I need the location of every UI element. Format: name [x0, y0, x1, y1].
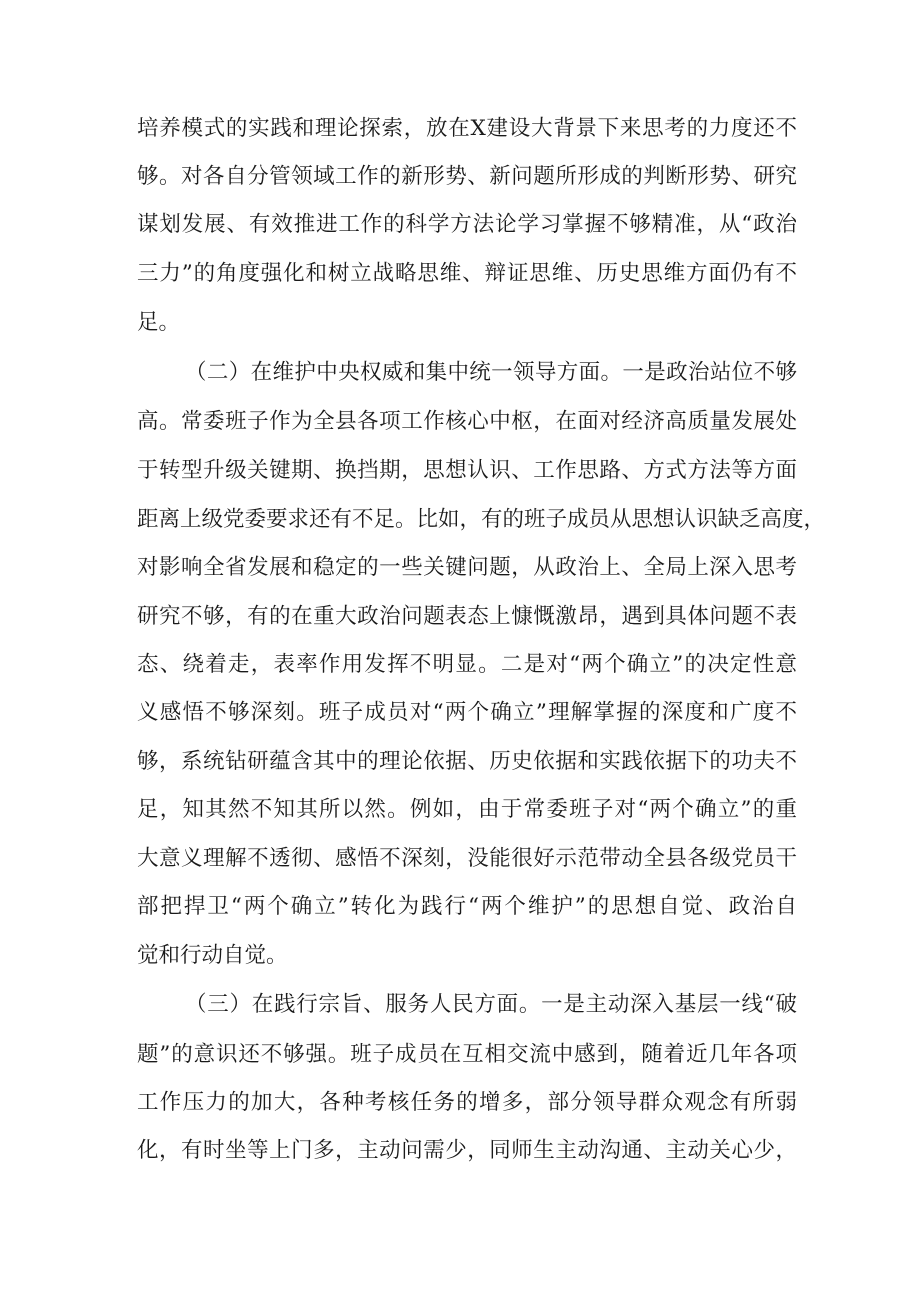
paragraph-3-line-2: 题”的意识还不够强。班子成员在互相交流中感到，随着近几年各项 [137, 1042, 797, 1067]
paragraph-2-line-1: （二）在维护中央权威和集中统一领导方面。一是政治站位不够 [185, 360, 797, 385]
paragraph-2-line-12: 部把捍卫“两个确立”转化为践行“两个维护”的思想自觉、政治自 [137, 894, 797, 919]
paragraph-3-line-1: （三）在践行宗旨、服务人民方面。一是主动深入基层一线“破 [185, 992, 797, 1017]
paragraph-2-line-4: 距离上级党委要求还有不足。比如，有的班子成员从思想认识缺乏高度， [137, 507, 826, 532]
paragraph-3-line-4: 化，有时坐等上门多，主动问需少，同师生主动沟通、主动关心少， [137, 1138, 797, 1163]
paragraph-2-line-13: 觉和行动自觉。 [137, 943, 288, 968]
paragraph-1-line-5: 足。 [137, 310, 181, 335]
paragraph-2-line-3: 于转型升级关键期、换挡期，思想认识、工作思路、方式方法等方面 [137, 458, 797, 483]
paragraph-3-line-3: 工作压力的加大，各种考核任务的增多，部分领导群众观念有所弱 [137, 1090, 797, 1115]
paragraph-2-line-9: 够，系统钻研蕴含其中的理论依据、历史依据和实践依据下的功夫不 [137, 749, 797, 774]
paragraph-1-line-4: 三力”的角度强化和树立战略思维、辩证思维、历史思维方面仍有不 [137, 261, 797, 286]
paragraph-1-line-1: 培养模式的实践和理论探索，放在X建设大背景下来思考的力度还不 [137, 116, 797, 141]
paragraph-2-line-2: 高。常委班子作为全县各项工作核心中枢，在面对经济高质量发展处 [137, 409, 797, 434]
paragraph-1-line-2: 够。对各自分管领域工作的新形势、新问题所形成的判断形势、研究 [137, 164, 797, 189]
paragraph-2-line-11: 大意义理解不透彻、感悟不深刻，没能很好示范带动全县各级党员干 [137, 846, 797, 871]
paragraph-1-line-3: 谋划发展、有效推进工作的科学方法论学习掌握不够精准，从“政治 [137, 212, 797, 237]
paragraph-2-line-8: 义感悟不够深刻。班子成员对“两个确立”理解掌握的深度和广度不 [137, 700, 797, 725]
paragraph-2-line-6: 研究不够，有的在重大政治问题表态上慷慨激昂，遇到具体问题不表 [137, 604, 797, 629]
paragraph-2-line-5: 对影响全省发展和稳定的一些关键问题，从政治上、全局上深入思考 [137, 555, 797, 580]
paragraph-2-line-10: 足，知其然不知其所以然。例如，由于常委班子对“两个确立”的重 [137, 797, 797, 822]
paragraph-2-line-7: 态、绕着走，表率作用发挥不明显。二是对“两个确立”的决定性意 [137, 652, 797, 677]
